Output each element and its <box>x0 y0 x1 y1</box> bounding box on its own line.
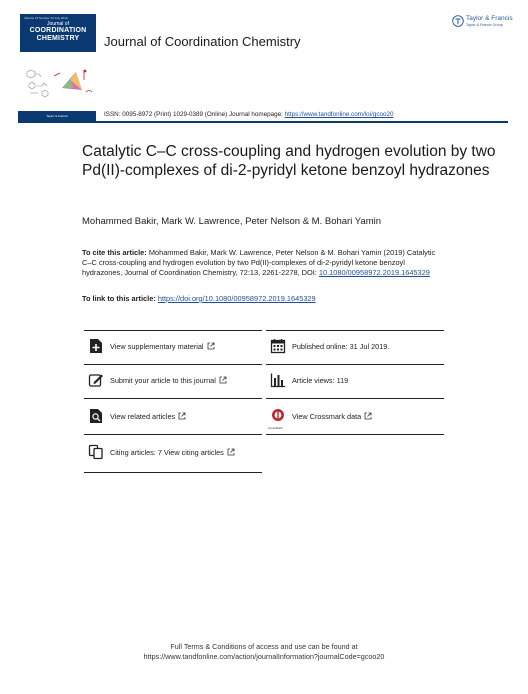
article-doi-link[interactable]: https://doi.org/10.1080/00958972.2019.1645329 <box>157 294 316 303</box>
edit-pencil-icon <box>88 372 104 388</box>
related-label: View related articles <box>110 412 176 421</box>
journal-homepage-link[interactable]: https://www.tandfonline.com/loi/gcoo20 <box>284 111 394 118</box>
footer-terms-link[interactable]: https://www.tandfonline.com/action/journalInformation?journalCode=gcoo20 <box>143 651 385 661</box>
submit-article-link[interactable] <box>84 364 262 398</box>
cite-label: To cite this article: <box>82 248 147 257</box>
issn-line <box>104 111 393 118</box>
cover-line-1: Journal of <box>47 21 69 27</box>
footer-line-1: Full Terms & Conditions of access and use can be found at <box>170 642 358 651</box>
related-search-icon <box>88 408 104 424</box>
article-title: Catalytic C–C cross-coupling and hydrogen evolution by two Pd(II)-complexes of di-2-pyridyl ketone benzoyl hydrazones <box>82 143 496 179</box>
graphical-abstract-thumbnail <box>24 66 94 100</box>
journal-cover <box>20 14 96 52</box>
publisher-emblem-icon <box>452 15 464 27</box>
grid-divider <box>84 472 262 473</box>
published-label: Published online: 31 Jul 2019. <box>292 342 390 351</box>
issn-badge-text: Taylor & Francis <box>46 114 68 118</box>
external-link-icon <box>227 448 235 456</box>
citation-block <box>82 248 442 278</box>
views-label: Article views: 119 <box>292 376 349 385</box>
article-views <box>266 364 444 398</box>
external-link-icon <box>364 412 372 420</box>
crossmark-icon <box>270 408 286 424</box>
publisher-subtitle: Taylor & Francis Group <box>466 23 503 27</box>
publisher-name: Taylor & Francis <box>466 15 513 22</box>
grid-divider <box>266 434 444 435</box>
citing-label: Citing articles: 7 View citing articles <box>110 448 224 457</box>
cover-volume-text: Volume 72 Number 13 July 2019 <box>24 16 68 20</box>
link-to-article <box>82 294 316 303</box>
issn-text: ISSN: 0095-8972 (Print) 1029-0389 (Online) Journal homepage: <box>104 111 285 118</box>
cite-text: Mohammed Bakir, Mark W. Lawrence, Peter Nelson & M. Bohari Yamin (2019) Catalytic C–C cross-coupling and hydrogen evolution by two Pd(II)-complexes of di-2-pyridyl ketone benzoyl hydrazones, Journal of Coordination Chemistry, 72:13, 2261-2278, DOI: <box>82 248 436 277</box>
published-date <box>266 330 444 364</box>
crossmark-caption: CrossMark <box>268 426 283 430</box>
crossmark-label: View Crossmark data <box>292 412 362 421</box>
link-label: To link to this article: <box>82 294 158 303</box>
external-link-icon <box>207 342 215 350</box>
article-authors: Mohammed Bakir, Mark W. Lawrence, Peter Nelson & M. Bohari Yamin <box>82 216 382 227</box>
plus-document-icon <box>88 338 104 354</box>
grid-divider <box>84 434 262 435</box>
cover-line-3: CHEMISTRY <box>36 35 80 42</box>
citing-documents-icon <box>88 444 104 460</box>
supplementary-link[interactable] <box>84 330 262 364</box>
related-articles-link[interactable] <box>84 400 262 434</box>
citing-articles-link[interactable] <box>84 436 262 470</box>
bar-chart-icon <box>270 372 286 388</box>
crossmark-link[interactable] <box>266 400 444 434</box>
supplementary-label: View supplementary material <box>110 342 204 351</box>
grid-divider <box>266 398 444 399</box>
external-link-icon <box>219 376 227 384</box>
calendar-icon <box>270 338 286 354</box>
submit-label: Submit your article to this journal <box>110 376 216 385</box>
footer-terms <box>0 642 528 661</box>
journal-title[interactable]: Journal of Coordination Chemistry <box>104 34 301 49</box>
external-link-icon <box>178 412 186 420</box>
issn-divider <box>18 121 508 123</box>
publisher-logo[interactable] <box>452 14 522 34</box>
cite-doi-link[interactable]: 10.1080/00958972.2019.1645329 <box>318 268 430 277</box>
grid-divider <box>84 398 262 399</box>
cover-line-2: COORDINATION <box>29 27 87 34</box>
